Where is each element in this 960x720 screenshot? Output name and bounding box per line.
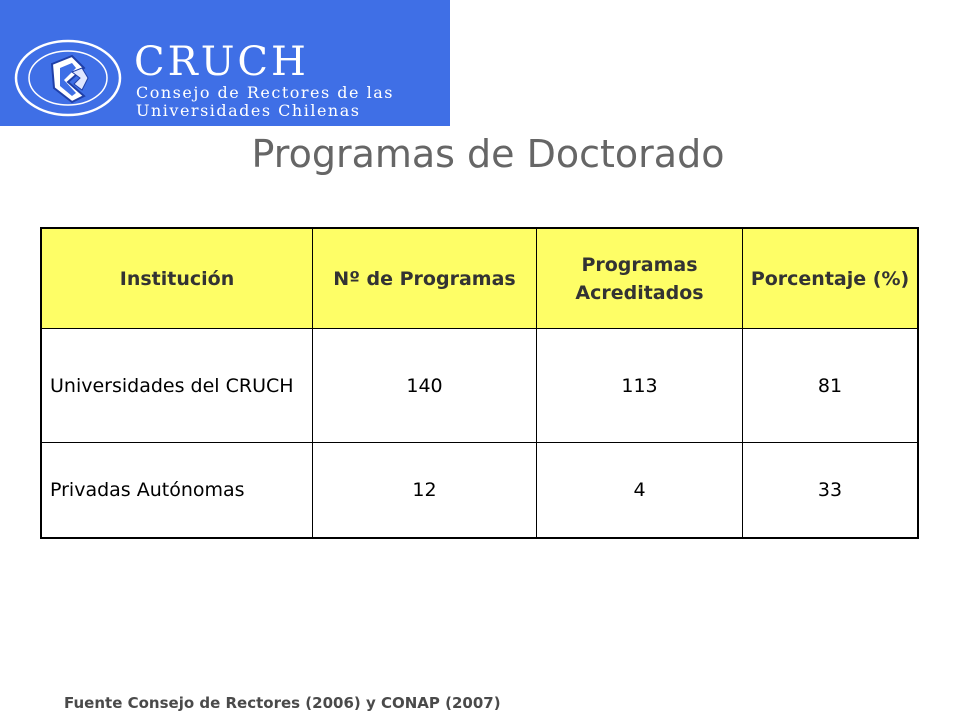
header-num-programas: Nº de Programas [313, 228, 537, 329]
cell-porcentaje: 81 [743, 329, 919, 443]
cell-num-programas: 12 [313, 443, 537, 539]
cruch-seal-icon [12, 38, 124, 118]
table-row [41, 443, 918, 539]
table-row [41, 329, 918, 443]
cell-porcentaje: 33 [743, 443, 919, 539]
cell-institution: Universidades del CRUCH [41, 329, 313, 443]
logo-banner [0, 0, 450, 126]
logo-subtitle-line2: Universidades Chilenas [136, 101, 361, 120]
table-header-row [41, 228, 918, 329]
logo-subtitle-line1: Consejo de Rectores de las [136, 83, 394, 102]
cell-institution: Privadas Autónomas [41, 443, 313, 539]
page-title: Programas de Doctorado [251, 132, 725, 176]
source-footnote: Fuente Consejo de Rectores (2006) y CONAP (2007) [64, 694, 501, 712]
cell-programas-acreditados: 4 [537, 443, 743, 539]
cell-programas-acreditados: 113 [537, 329, 743, 443]
header-porcentaje: Porcentaje (%) [743, 228, 919, 329]
cell-num-programas: 140 [313, 329, 537, 443]
header-programas-acreditados: Programas Acreditados [537, 228, 743, 329]
logo-title: CRUCH [134, 39, 309, 85]
header-institucion: Institución [41, 228, 313, 329]
doctorate-programs-table [40, 227, 919, 539]
